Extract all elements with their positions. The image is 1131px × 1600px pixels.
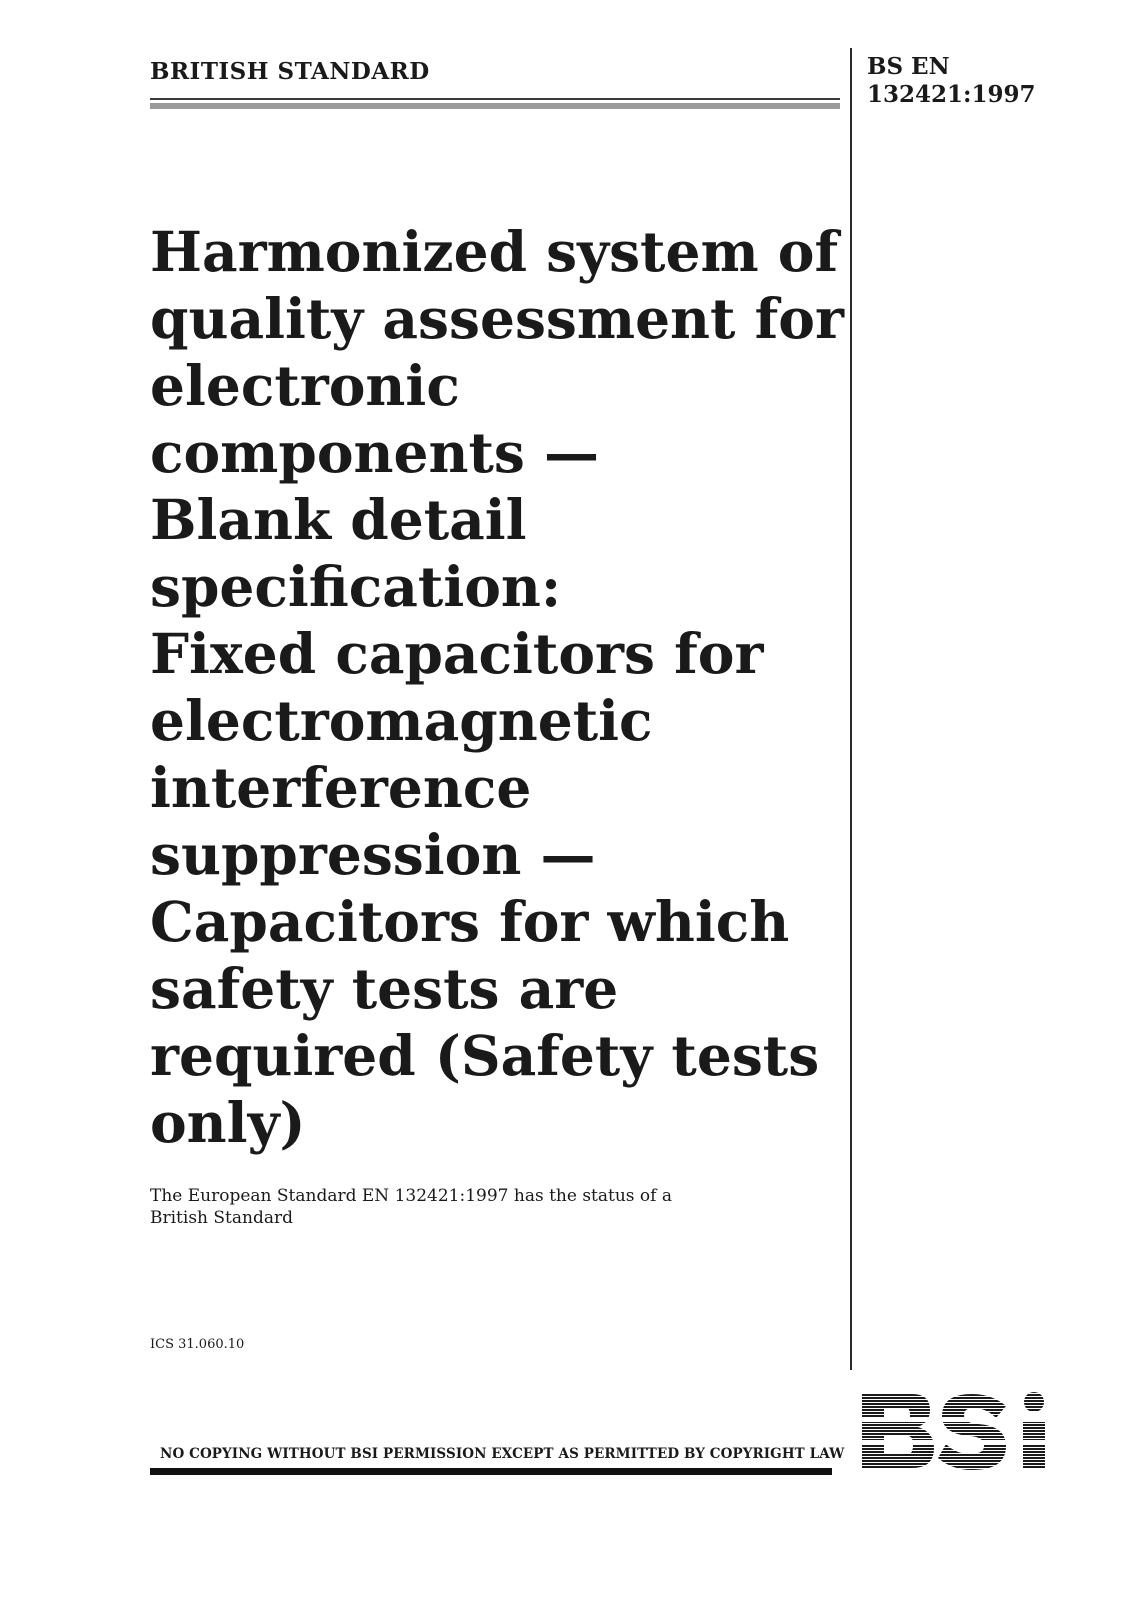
copyright-notice: NO COPYING WITHOUT BSI PERMISSION EXCEPT AS PERMITTED BY COPYRIGHT LAW [160,1446,845,1462]
title-line: components — [150,420,599,485]
standard-number [867,53,1036,109]
footer-rule [150,1468,832,1475]
title-line: Capacitors for which [150,889,790,954]
standard-number-line2: 132421:1997 [867,81,1036,108]
title-line: Fixed capacitors for [150,621,764,686]
title-line: safety tests are [150,956,619,1021]
document-type-label: BRITISH STANDARD [150,58,430,85]
bsi-logo-icon [860,1388,1056,1478]
header-rule-thin [150,98,840,100]
document-title [150,218,844,1156]
header-rule-thick [150,103,840,109]
title-line: only) [150,1090,306,1155]
status-statement: The European Standard EN 132421:1997 has the status of a British Standard [150,1186,672,1228]
title-line: Blank detail [150,487,527,552]
title-line: interference [150,755,532,820]
standard-number-line1: BS EN [867,53,950,80]
title-line: Harmonized system of [150,219,839,284]
title-line: specification: [150,554,562,619]
title-line: electromagnetic [150,688,653,753]
title-line: quality assessment for [150,286,844,351]
title-line: required (Safety tests [150,1023,820,1088]
title-line: suppression — [150,822,596,887]
vertical-divider [850,48,852,1370]
ics-code: ICS 31.060.10 [150,1337,245,1352]
title-line: electronic [150,353,460,418]
